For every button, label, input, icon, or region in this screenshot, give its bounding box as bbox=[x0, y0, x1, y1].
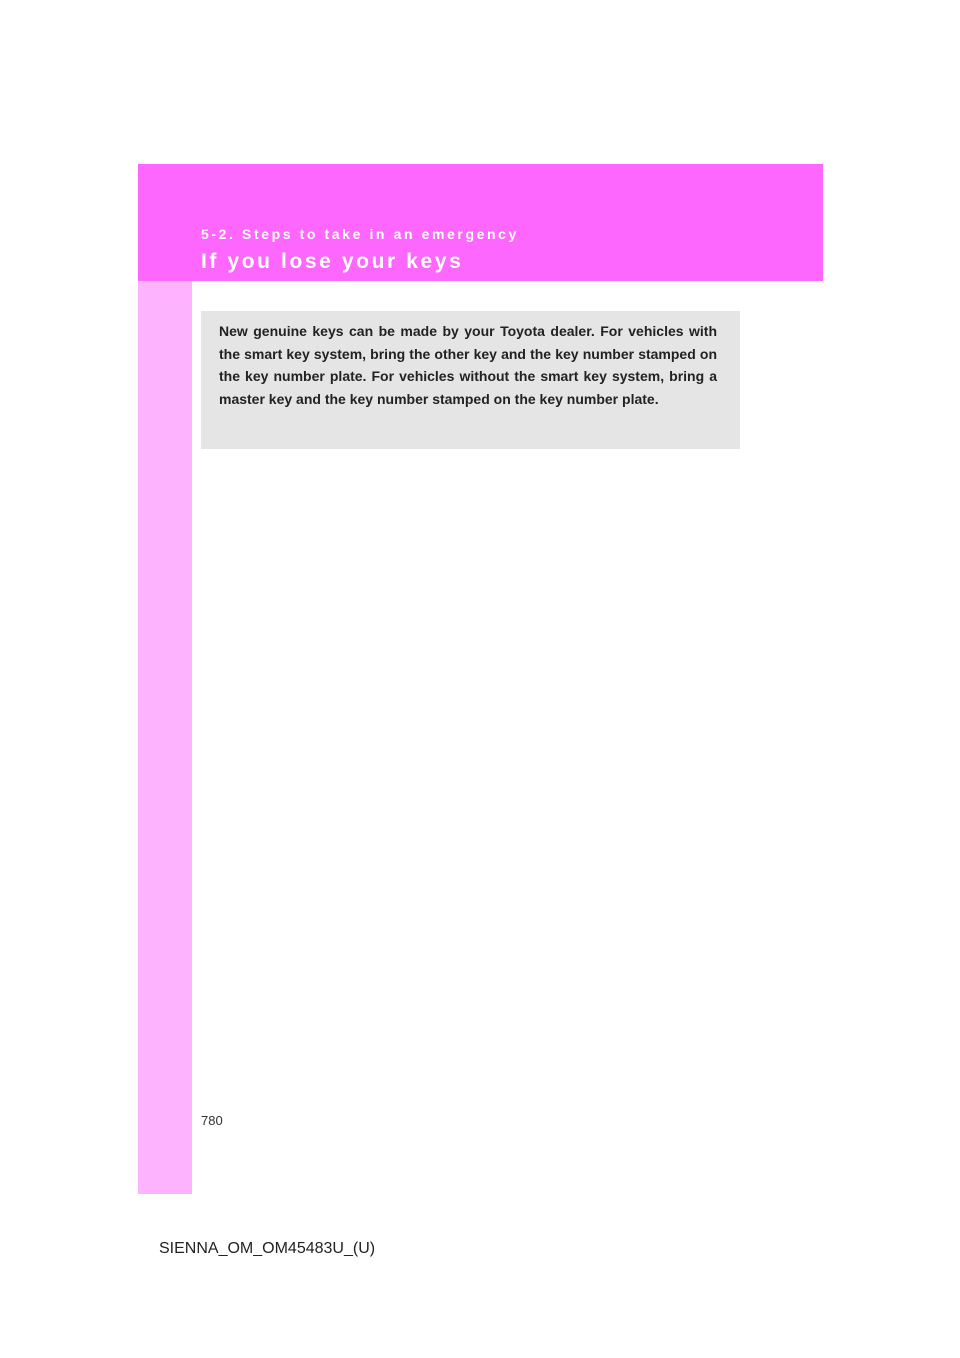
header-band bbox=[138, 164, 823, 281]
side-tab-strip bbox=[138, 164, 192, 1194]
section-label: 5-2. Steps to take in an emergency bbox=[201, 226, 519, 242]
document-code: SIENNA_OM_OM45483U_(U) bbox=[159, 1240, 376, 1257]
info-box bbox=[201, 311, 740, 449]
info-text: New genuine keys can be made by your Toyota dealer. For vehicles with the smart key system, bring the other key and the key number stamped on the key number plate. For vehicles without the smart key system, bring a master key and the key number stamped on the key number plate. bbox=[219, 323, 717, 407]
manual-page bbox=[138, 164, 823, 1194]
page-title: If you lose your keys bbox=[201, 250, 464, 273]
page-number: 780 bbox=[201, 1113, 223, 1128]
